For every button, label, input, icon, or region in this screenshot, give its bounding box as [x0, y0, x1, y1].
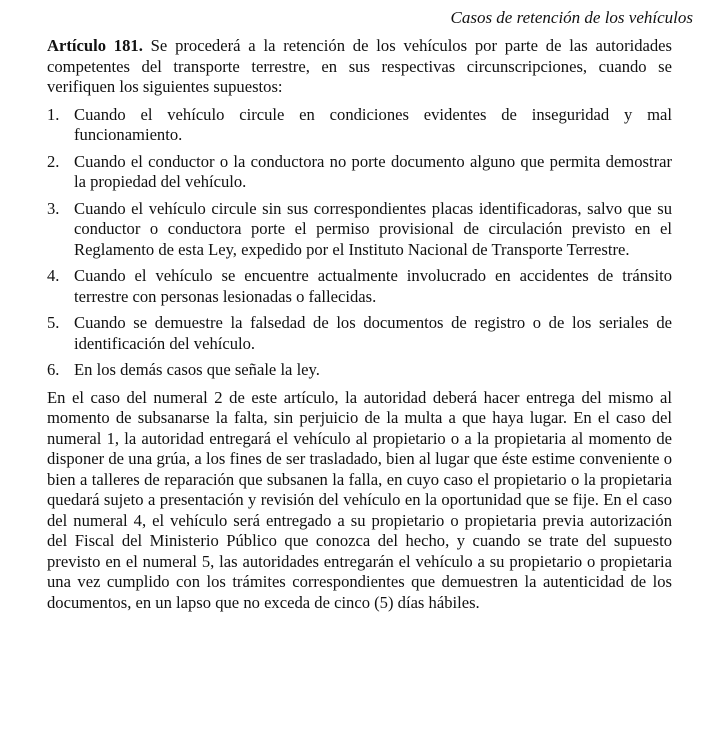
list-item-text: En los demás casos que señale la ley.	[74, 360, 320, 379]
article-number: Artículo 181.	[47, 36, 143, 55]
article-intro-text: Se procederá a la retención de los vehículos por parte de las autoridades competentes del transporte terrestre, en sus respectivas circunscripciones, cuando se verifiquen los siguientes supuestos:	[47, 36, 672, 96]
article-intro	[47, 36, 672, 98]
list-item-number: 5.	[47, 313, 60, 332]
list-item-text: Cuando el vehículo circule en condiciones evidentes de inseguridad y mal funcionamiento.	[74, 104, 672, 144]
list-item-number: 2.	[47, 151, 60, 171]
article-body	[47, 36, 672, 613]
list-item-number: 4.	[47, 266, 60, 285]
list-item-number: 3.	[47, 198, 60, 218]
list-item-number: 6.	[47, 360, 60, 379]
list-item-text: Cuando el vehículo se encuentre actualmente involucrado en accidentes de tránsito terrestre con personas lesionadas o fallecidas.	[74, 266, 672, 306]
list-item-text: Cuando el vehículo circule sin sus correspondientes placas identificadoras, salvo que su conductor o conductora porte el permiso provisional de circulación previsto en el Reglamento de esta Ley, expedido por el Instituto Nacional de Transporte Terrestre.	[74, 198, 672, 259]
list-item	[47, 105, 672, 146]
list-item	[47, 199, 672, 261]
list-item	[47, 313, 672, 354]
cases-list	[47, 105, 672, 381]
list-item-number: 1.	[47, 104, 60, 124]
list-item	[47, 266, 672, 307]
list-item	[47, 152, 672, 193]
list-item-text: Cuando el conductor o la conductora no porte documento alguno que permita demostrar la propiedad del vehículo.	[74, 151, 672, 191]
list-item	[47, 360, 672, 381]
closing-paragraph: En el caso del numeral 2 de este artículo, la autoridad deberá hacer entrega del mismo al momento de subsanarse la falta, sin perjuicio de la multa a que haya lugar. En el caso del numeral 1, la autoridad entregará el vehículo al propietario o a la propietaria al momento de disponer de una grúa, a los fines de ser trasladado, bien al lugar que éste estime conveniente o bien a talleres de reparación que subsanen la falla, en cuyo caso el propietario o la propietaria quedará sujeto a presentación y revisión del vehículo en la oportunidad que se fije. En el caso del numeral 4, el vehículo será entregado a su propietario o propietaria previa autorización del Fiscal del Ministerio Público que conozca del hecho, y cuando se trate del supuesto previsto en el numeral 5, las autoridades entregarán el vehículo a su propietario o propietaria una vez cumplido con los trámites correspondientes que demuestren la autenticidad de los documentos, en un lapso que no exceda de cinco (5) días hábiles.	[47, 387, 672, 612]
running-header: Casos de retención de los vehículos	[450, 8, 693, 27]
list-item-text: Cuando se demuestre la falsedad de los documentos de registro o de los seriales de identificación del vehículo.	[74, 313, 672, 353]
